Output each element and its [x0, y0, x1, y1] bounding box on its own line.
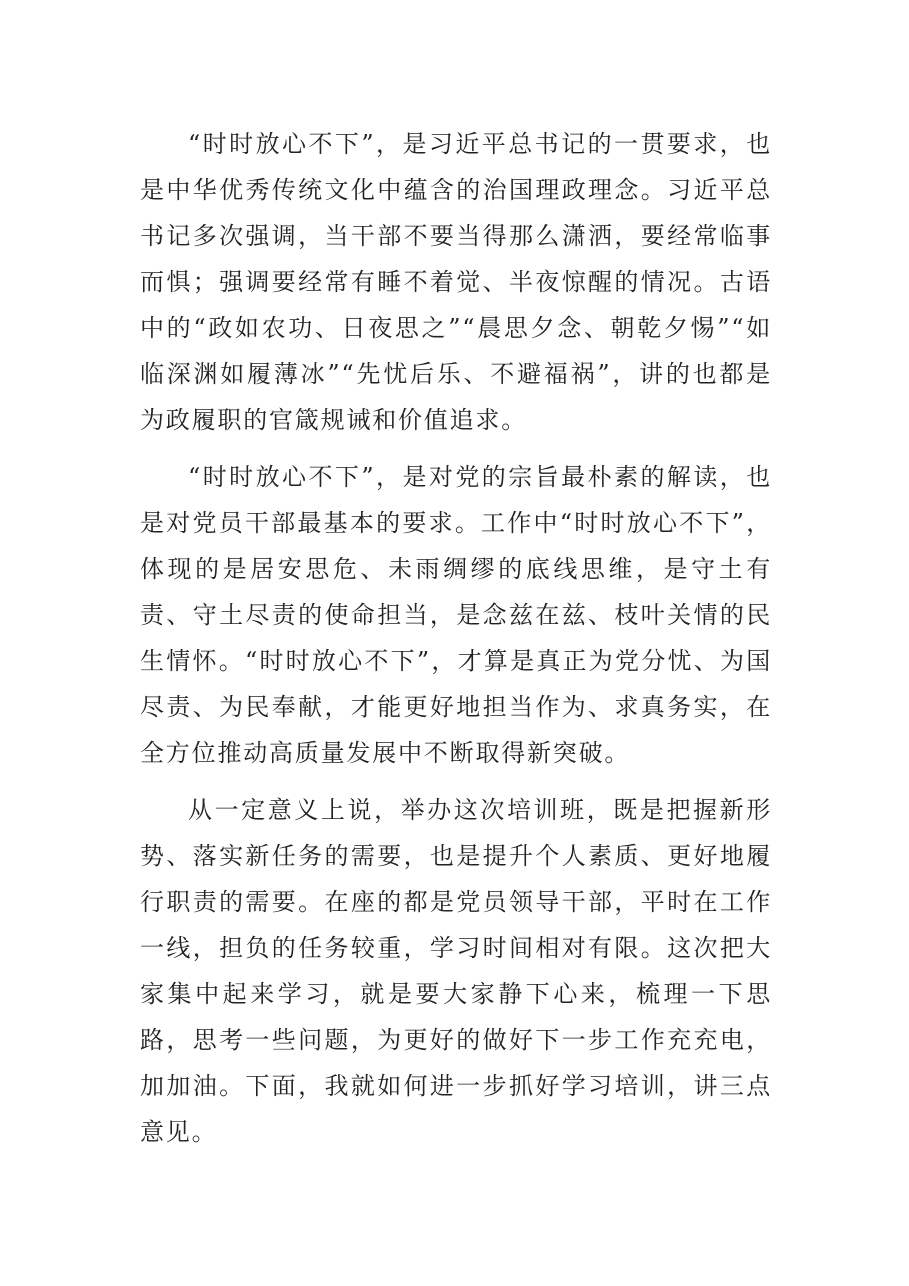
paragraph-1: “时时放心不下”，是习近平总书记的一贯要求，也是中华优秀传统文化中蕴含的治国理政理念。习近平总书记多次强调，当干部不要当得那么潇洒，要经常临事而惧；强调要经常有睡不着觉、半夜惊醒的情况。古语中的“政如农功、日夜思之”“晨思夕念、朝乾夕惕”“如临深渊如履薄冰”“先忧后乐、不避福祸”，讲的也都是为政履职的官箴规诫和价值追求。	[140, 130, 772, 434]
paragraph-3: 从一定意义上说，举办这次培训班，既是把握新形势、落实新任务的需要，也是提升个人素质、更好地履行职责的需要。在座的都是党员领导干部，平时在工作一线，担负的任务较重，学习时间相对有限。这次把大家集中起来学习，就是要大家静下心来，梳理一下思路，思考一些问题，为更好的做好下一步工作充充电，加加油。下面，我就如何进一步抓好学习培训，讲三点意见。	[140, 796, 772, 1146]
document-body	[140, 121, 772, 1155]
paragraph-2: “时时放心不下”，是对党的宗旨最朴素的解读，也是对党员干部最基本的要求。工作中“时时放心不下”，体现的是居安思危、未雨绸缪的底线思维，是守土有责、守土尽责的使命担当，是念兹在兹、枝叶关情的民生情怀。“时时放心不下”，才算是真正为党分忧、为国尽责、为民奉献，才能更好地担当作为、求真务实，在全方位推动高质量发展中不断取得新突破。	[140, 463, 772, 767]
